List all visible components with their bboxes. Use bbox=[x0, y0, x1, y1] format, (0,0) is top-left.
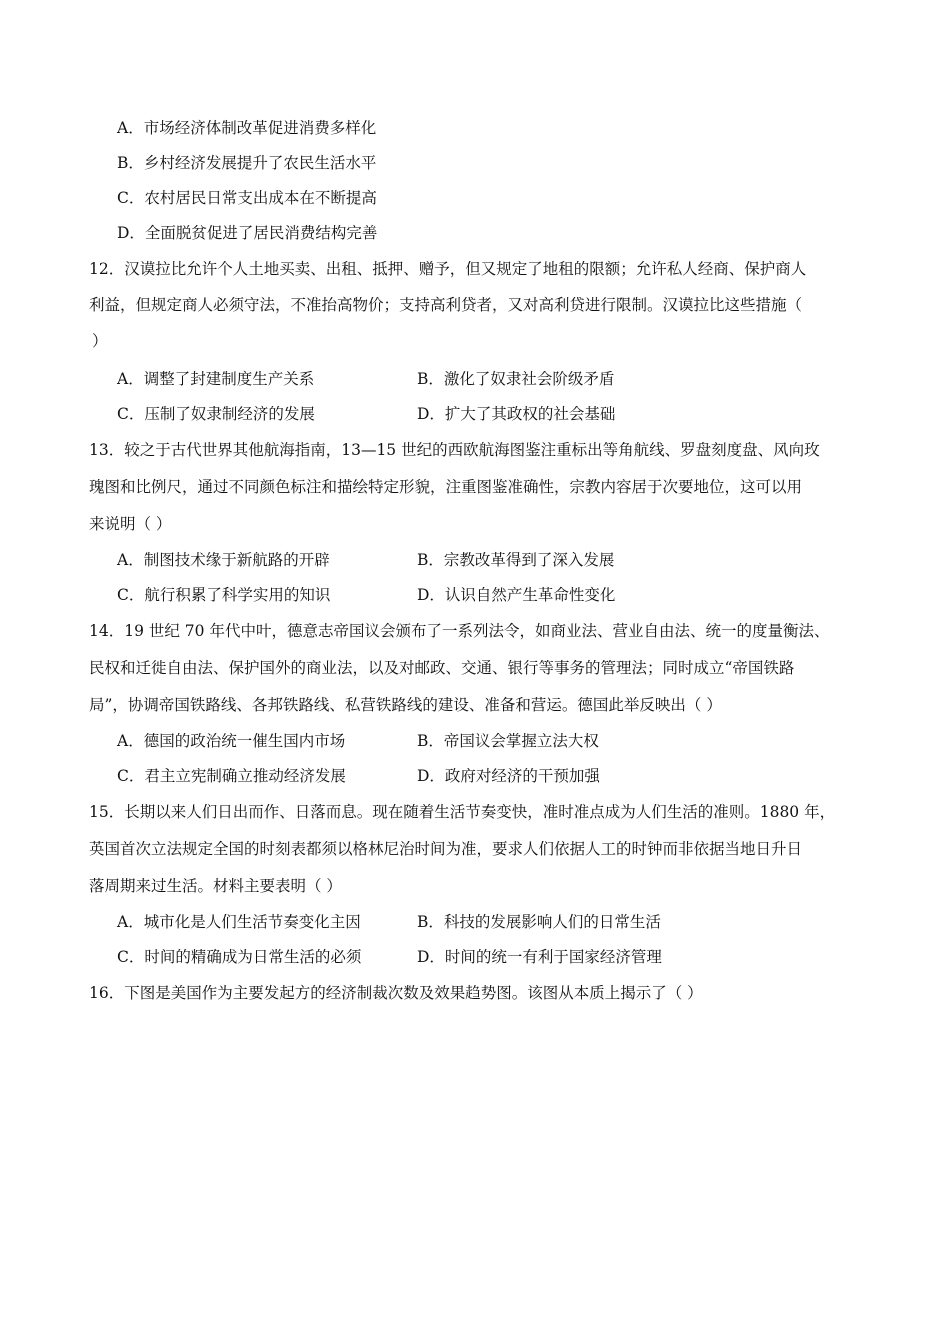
q12-option-a: A．调整了封建制度生产关系 bbox=[117, 370, 315, 388]
q12-option-d: D．扩大了其政权的社会基础 bbox=[417, 405, 616, 423]
q13-stem-line-1: 13．较之于古代世界其他航海指南，13—15 世纪的西欧航海图鉴注重标出等角航线、罗盘刻度盘、风向玫 bbox=[89, 441, 820, 459]
q14-stem-line-3: 局”，协调帝国铁路线、各邦铁路线、私营铁路线的建设、准备和营运。德国此举反映出（ ） bbox=[89, 696, 722, 714]
q13-option-b: B．宗教改革得到了深入发展 bbox=[417, 551, 615, 569]
q15-option-c: C．时间的精确成为日常生活的必须 bbox=[117, 948, 362, 966]
q12-stem-line-1: 12．汉谟拉比允许个人土地买卖、出租、抵押、赠予，但又规定了地租的限额；允许私人经商、保护商人 bbox=[89, 260, 807, 278]
q13-stem-line-3: 来说明（ ） bbox=[89, 515, 172, 533]
q12-stem-line-2: 利益，但规定商人必须守法，不准抬高物价；支持高利贷者，又对高利贷进行限制。汉谟拉比这些措施（ bbox=[89, 296, 803, 314]
q12-stem-line-3: ） bbox=[92, 332, 108, 350]
q15-option-b: B．科技的发展影响人们的日常生活 bbox=[417, 913, 661, 931]
q13-option-d: D．认识自然产生革命性变化 bbox=[417, 586, 616, 604]
q15-stem-line-2: 英国首次立法规定全国的时刻表都须以格林尼治时间为准，要求人们依据人工的时钟而非依据当地日升日 bbox=[89, 840, 803, 858]
q16-stem-line-1: 16．下图是美国作为主要发起方的经济制裁次数及效果趋势图。该图从本质上揭示了（ ） bbox=[89, 984, 703, 1002]
q14-stem-line-1: 14．19 世纪 70 年代中叶，德意志帝国议会颁布了一系列法令，如商业法、营业自由法、统一的度量衡法、 bbox=[89, 622, 830, 640]
q14-stem-line-2: 民权和迁徙自由法、保护国外的商业法，以及对邮政、交通、银行等事务的管理法；同时成立“帝国铁路 bbox=[89, 659, 795, 677]
q14-option-c: C．君主立宪制确立推动经济发展 bbox=[117, 767, 346, 785]
q12-option-c: C．压制了奴隶制经济的发展 bbox=[117, 405, 315, 423]
q15-option-a: A．城市化是人们生活节奏变化主因 bbox=[117, 913, 361, 931]
q11-option-b: B．乡村经济发展提升了农民生活水平 bbox=[117, 154, 377, 172]
q14-option-a: A．德国的政治统一催生国内市场 bbox=[117, 732, 346, 750]
q14-option-b: B．帝国议会掌握立法大权 bbox=[417, 732, 599, 750]
q13-option-c: C．航行积累了科学实用的知识 bbox=[117, 586, 331, 604]
q15-stem-line-3: 落周期来过生活。材料主要表明（ ） bbox=[89, 877, 342, 895]
q12-option-b: B．激化了奴隶社会阶级矛盾 bbox=[417, 370, 615, 388]
q11-option-c: C．农村居民日常支出成本在不断提高 bbox=[117, 189, 377, 207]
q11-option-d: D．全面脱贫促进了居民消费结构完善 bbox=[117, 224, 378, 242]
q14-option-d: D．政府对经济的干预加强 bbox=[417, 767, 600, 785]
q15-option-d: D．时间的统一有利于国家经济管理 bbox=[417, 948, 662, 966]
q13-stem-line-2: 瑰图和比例尺，通过不同颜色标注和描绘特定形貌，注重图鉴准确性，宗教内容居于次要地位，这可以用 bbox=[89, 478, 803, 496]
q13-option-a: A．制图技术缘于新航路的开辟 bbox=[117, 551, 330, 569]
q15-stem-line-1: 15．长期以来人们日出而作、日落而息。现在随着生活节奏变快，准时准点成为人们生活的准则。1880 年， bbox=[89, 803, 836, 821]
q11-option-a: A．市场经济体制改革促进消费多样化 bbox=[117, 119, 377, 137]
